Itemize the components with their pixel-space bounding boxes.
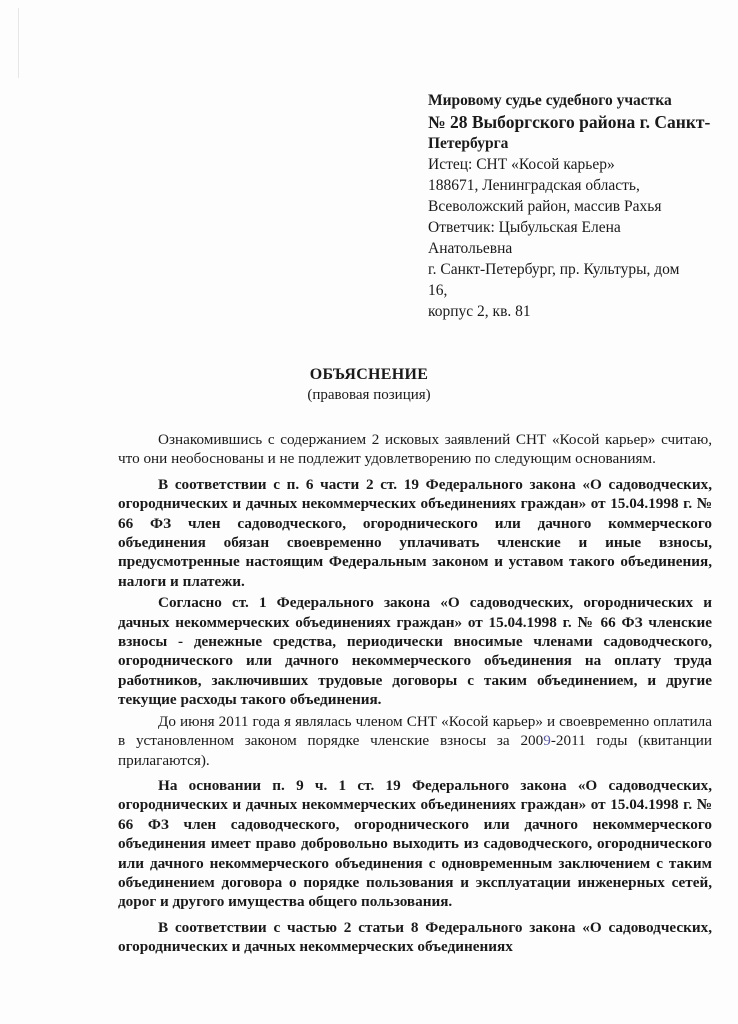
defendant-address-3: корпус 2, кв. 81 bbox=[428, 303, 531, 320]
defendant-name-1: Ответчик: Цыбульская Елена bbox=[428, 219, 621, 236]
court-line-3: Петербурга bbox=[428, 135, 509, 152]
payment-text-start: До июня 2011 года я являлась членом СНТ «Косой карьер» и своевременно оплатила в установленном законом порядке членские взносы за 200 bbox=[118, 712, 712, 750]
document-subtitle: (правовая позиция) bbox=[307, 387, 431, 403]
plaintiff-address-1: 188671, Ленинградская область, bbox=[428, 177, 640, 194]
defendant-address-1: г. Санкт-Петербург, пр. Культуры, дом bbox=[428, 261, 680, 278]
scan-artifact bbox=[18, 8, 19, 78]
defendant-name-2: Анатольевна bbox=[428, 240, 513, 257]
plaintiff: Истец: СНТ «Косой карьер» bbox=[428, 156, 615, 173]
defendant-address-2: 16, bbox=[428, 282, 448, 299]
paragraph-intro: Ознакомившись с содержанием 2 исковых заявлений СНТ «Косой карьер» считаю, что они необоснованы и не подлежит удовлетворению по следующим основаниям. bbox=[118, 431, 712, 468]
paragraph-payment bbox=[118, 712, 712, 770]
payment-text-end: -2011 годы (квитанции прилагаются). bbox=[118, 732, 712, 769]
corrected-digit: 9 bbox=[543, 732, 551, 750]
court-line-2: № 28 Выборгского района г. Санкт- bbox=[428, 112, 711, 132]
court-line-1: Мировому судье судебного участка bbox=[428, 92, 672, 109]
paragraph-right-to-exit: На основании п. 9 ч. 1 ст. 19 Федерального закона «О садоводческих, огороднических и дачных некоммерческих объединениях граждан» от 15.04.1998 г. № 66 ФЗ член садоводческого, огороднического или дачного некоммерческого объединения имеет право добровольно выходить из садоводческого, огороднического или дачного некоммерческого объединения с одновременным заключением с таким объединением договора о порядке пользования и эксплуатации инженерных сетей, дорог и другого имущества общего пользования. bbox=[118, 776, 712, 911]
paragraph-article-8: В соответствии с частью 2 статьи 8 Федерального закона «О садоводческих, огороднических и дачных некоммерческих объединениях bbox=[118, 918, 712, 956]
paragraph-membership-fees: Согласно ст. 1 Федерального закона «О садоводческих, огороднических и дачных некоммерческих объединениях граждан» от 15.04.1998 г. № 66 ФЗ членские взносы - денежные средства, периодически вносимые членами садоводческого, огороднического или дачного некоммерческого объединения на оплату труда работников, заключивших трудовые договоры с таким объединением, и другие текущие расходы такого объединения. bbox=[118, 594, 712, 709]
document-title-block bbox=[0, 365, 738, 405]
document-title: ОБЪЯСНЕНИЕ bbox=[309, 366, 429, 383]
addressee-block bbox=[428, 90, 718, 322]
document-body bbox=[118, 430, 712, 957]
paragraph-law-obligation: В соответствии с п. 6 части 2 ст. 19 Федерального закона «О садоводческих, огороднических и дачных некоммерческих объединениях граждан» от 15.04.1998 г. № 66 ФЗ член садоводческого, огороднического или дачного коммерческого объединения обязан своевременно уплачивать членские и иные взносы, предусмотренные настоящим Федеральным законом и уставом такого объединения, налоги и платежи. bbox=[118, 475, 712, 590]
plaintiff-address-2: Всеволожский район, массив Рахья bbox=[428, 198, 662, 215]
